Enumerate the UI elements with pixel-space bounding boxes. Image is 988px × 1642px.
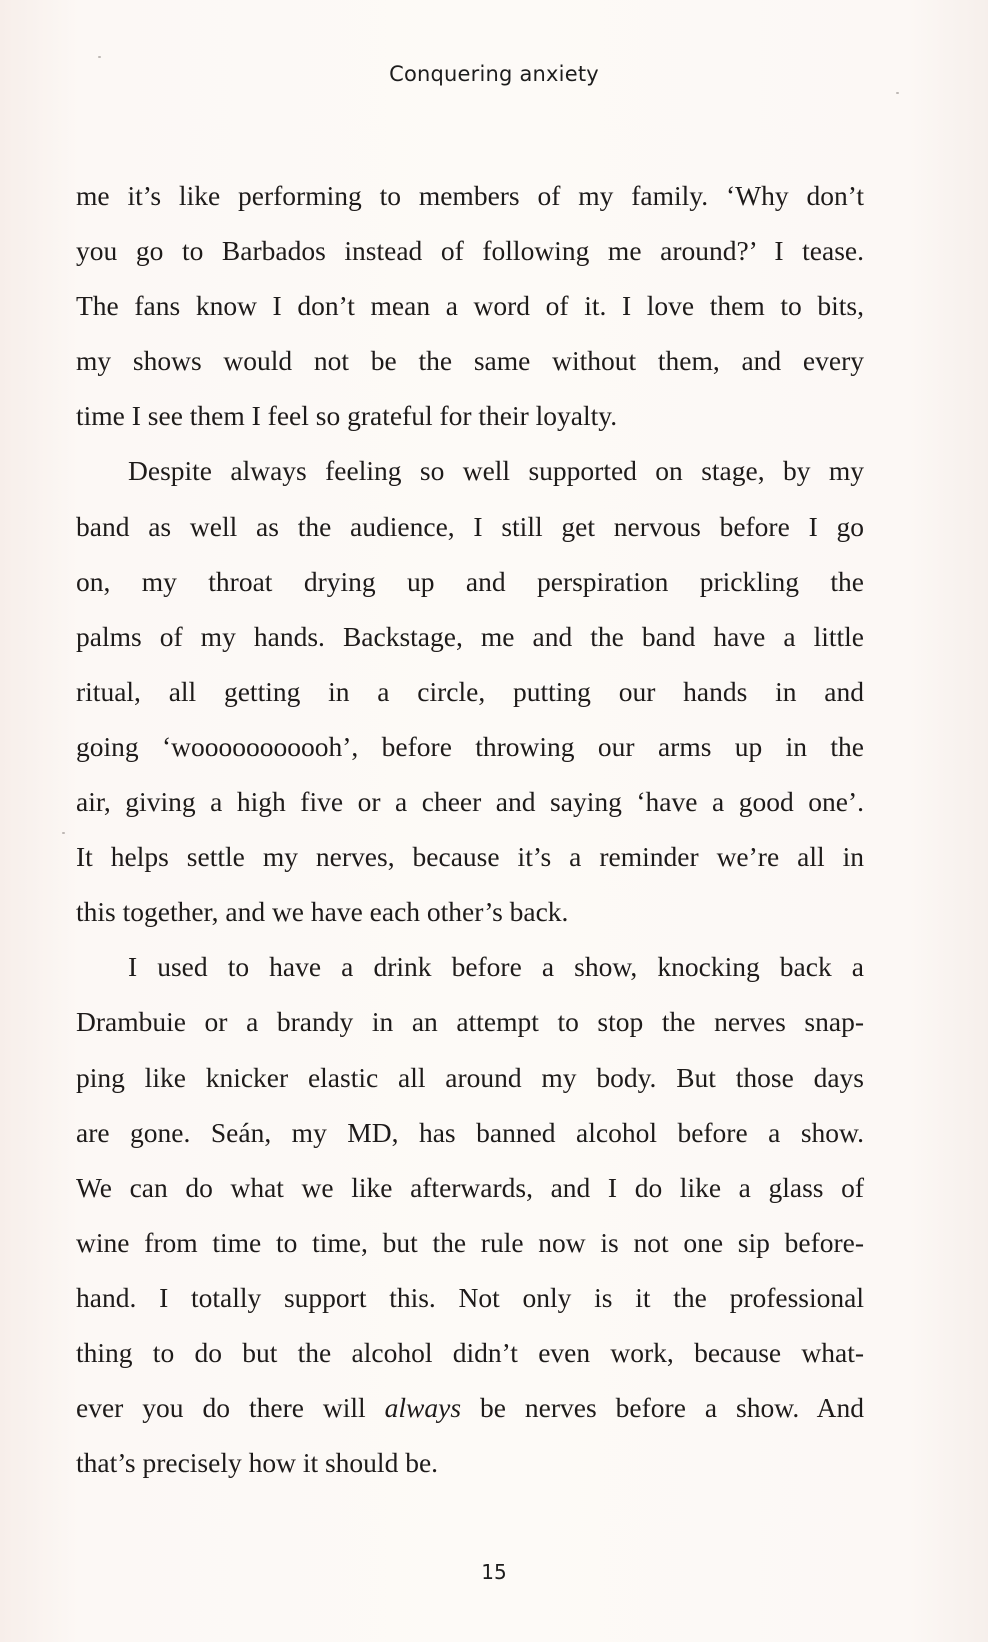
text-line: I used to have a drink before a show, knocking back a — [128, 951, 864, 983]
paper-speck — [896, 92, 899, 94]
text-line: on, my throat drying up and perspiration prickling the — [76, 565, 864, 597]
text-line: band as well as the audience, I still get nervous before I go — [76, 510, 864, 542]
page-number: 15 — [481, 1560, 507, 1584]
text-line: The fans know I don’t mean a word of it. I love them to bits, — [76, 290, 864, 322]
text-line: you go to Barbados instead of following me around?’ I tease. — [76, 235, 864, 267]
text-line: ritual, all getting in a circle, putting our hands in and — [76, 675, 864, 707]
body-text — [76, 168, 864, 1490]
text-line: We can do what we like afterwards, and I do like a glass of — [76, 1171, 864, 1203]
text-line: ping like knicker elastic all around my body. But those days — [76, 1061, 864, 1093]
text-line: Drambuie or a brandy in an attempt to stop the nerves snap- — [76, 1006, 864, 1038]
text-line: that’s precisely how it should be. — [76, 1447, 439, 1479]
text-line: hand. I totally support this. Not only is it the professional — [76, 1281, 864, 1313]
text-line: Despite always feeling so well supported on stage, by my — [128, 455, 864, 487]
text-line: It helps settle my nerves, because it’s a reminder we’re all in — [76, 841, 864, 873]
text-line: thing to do but the alcohol didn’t even work, because what- — [76, 1336, 864, 1368]
text-line: palms of my hands. Backstage, me and the band have a little — [76, 620, 864, 652]
text-line: this together, and we have each other’s back. — [76, 896, 569, 928]
text-segment: ever you do there will — [76, 1392, 385, 1424]
text-line: me it’s like performing to members of my family. ‘Why don’t — [76, 180, 864, 211]
paper-speck — [62, 832, 65, 834]
text-line: going ‘wooooooooooh’, before throwing our arms up in the — [76, 730, 864, 762]
text-line: air, giving a high five or a cheer and saying ‘have a good one’. — [76, 786, 864, 818]
paper-speck — [98, 56, 101, 58]
emphasized-word: always — [384, 1392, 462, 1424]
text-line: time I see them I feel so grateful for their loyalty. — [76, 400, 618, 432]
text-segment: be nerves before a show. And — [461, 1392, 865, 1424]
text-line: my shows would not be the same without them, and every — [76, 345, 864, 377]
text-line-with-emphasis — [76, 1380, 864, 1435]
text-line: wine from time to time, but the rule now is not one sip before- — [76, 1226, 864, 1258]
running-head: Conquering anxiety — [389, 62, 599, 86]
text-line: are gone. Seán, my MD, has banned alcohol before a show. — [76, 1116, 864, 1148]
